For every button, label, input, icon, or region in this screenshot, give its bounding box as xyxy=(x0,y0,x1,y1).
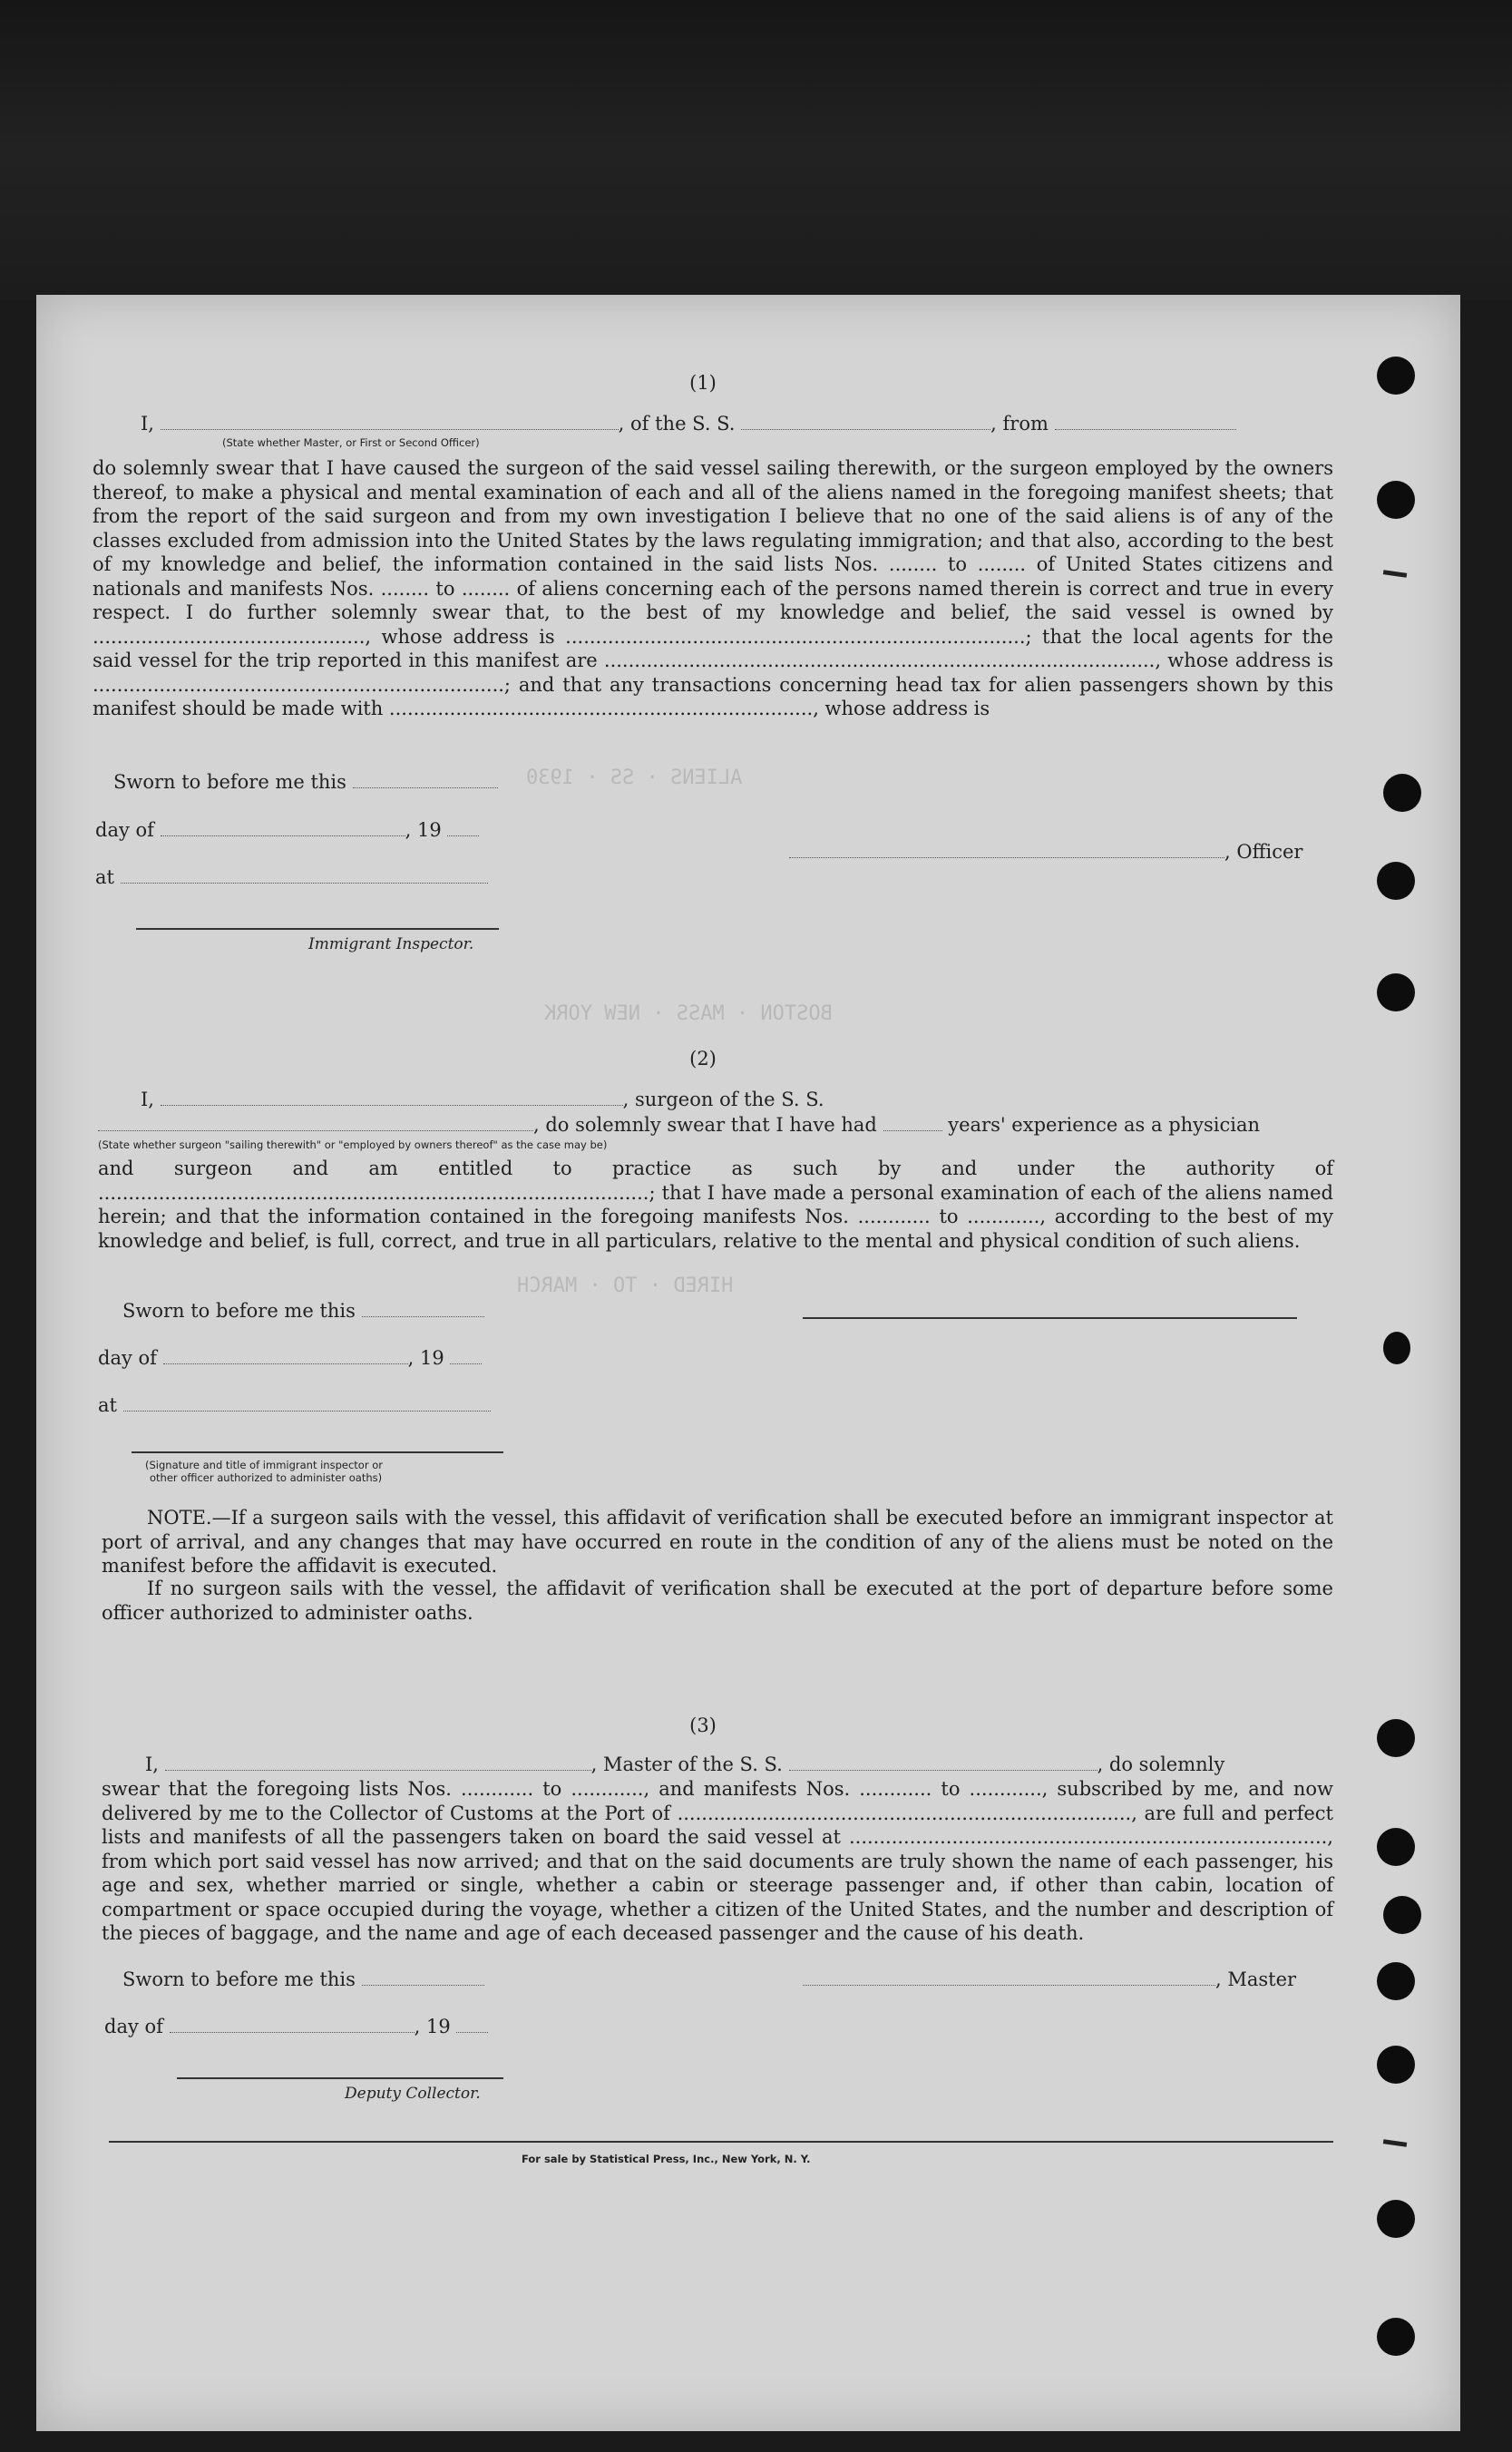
section-3-i: I, xyxy=(145,1754,159,1775)
signature-caption-line-1: (Signature and title of immigrant inspector or xyxy=(145,1459,383,1471)
punch-hole xyxy=(1383,1896,1421,1934)
sworn-day-field[interactable] xyxy=(353,771,498,788)
officer-label: , Officer xyxy=(1224,841,1303,863)
section-3-oath-body: swear that the foregoing lists Nos. ............ to ............, and manifests Nos. ............ to ............, subscribed by me, and now delivered by me to the Collector of Customs at the Port of ..........................................................................., are full and perfect lists and manifests of all the passengers taken on board the said vessel at ..............................................................................., from which port said vessel has now arrived; and that on the said documents are truly shown the name of each passenger, his age and sex, whether married or single, whether a cabin or steerage passenger and, if other than cabin, location of compartment or space occupied during the voyage, whether a citizen of the United States, and the number and description of the pieces of baggage, and the name and age of each deceased passenger and the cause of his death. xyxy=(102,1778,1333,1944)
section-3-first-line xyxy=(145,1754,1224,1775)
master-name-field[interactable] xyxy=(165,1754,591,1771)
bleed-through-text: ALIENS · SS · 1930 xyxy=(526,767,743,789)
month-field[interactable] xyxy=(161,819,405,836)
section-2-sworn-line xyxy=(122,1300,484,1322)
day-of-label: day of xyxy=(104,2016,163,2037)
sworn-day-field[interactable] xyxy=(362,1968,484,1986)
inspector-signature-line xyxy=(132,1451,503,1453)
punch-hole xyxy=(1377,1828,1415,1866)
sworn-label: Sworn to before me this xyxy=(113,771,346,793)
day-of-label: day of xyxy=(95,819,154,841)
punch-hole xyxy=(1383,774,1421,812)
section-1-i: I, xyxy=(141,413,154,435)
immigrant-inspector-label: Immigrant Inspector. xyxy=(308,935,474,953)
section-3-solemnly: , do solemnly xyxy=(1097,1754,1225,1775)
deputy-collector-label: Deputy Collector. xyxy=(345,2085,481,2103)
year-field[interactable] xyxy=(450,1347,482,1364)
master-label: , Master xyxy=(1215,1968,1297,1990)
officer-signature-line xyxy=(789,841,1302,863)
signature-caption-line-2: other officer authorized to administer oaths) xyxy=(150,1471,383,1484)
surgeon-signature-line xyxy=(803,1317,1297,1319)
surgeon-name-field[interactable] xyxy=(161,1089,623,1106)
year-field[interactable] xyxy=(456,2016,488,2033)
place-field[interactable] xyxy=(121,866,488,884)
footer-rule xyxy=(109,2141,1333,2143)
hole-tear-mark xyxy=(1383,2139,1407,2147)
section-3-day-line xyxy=(104,2016,488,2037)
year-label: , 19 xyxy=(407,1347,444,1369)
bleed-through-text: BOSTON · MASS · NEW YORK xyxy=(544,1002,833,1025)
section-2-at-line xyxy=(98,1394,491,1416)
punch-hole xyxy=(1377,1962,1415,2000)
section-2-second-line xyxy=(98,1114,1260,1136)
day-of-label: day of xyxy=(98,1347,157,1369)
bleed-through-text: HIRED · TO · MARCH xyxy=(517,1275,734,1297)
section-3-sworn-line xyxy=(122,1968,484,1990)
officer-name-field[interactable] xyxy=(161,413,619,430)
surgeon-capacity-field[interactable] xyxy=(98,1114,533,1131)
collector-signature-line xyxy=(177,2077,503,2079)
year-label: , 19 xyxy=(414,2016,451,2037)
officer-signature-field[interactable] xyxy=(789,841,1224,858)
section-3-master-of-ss: , Master of the S. S. xyxy=(590,1754,783,1775)
section-2-surgeon-of-ss: , surgeon of the S. S. xyxy=(622,1089,824,1110)
section-1-caption: (State whether Master, or First or Second Officer) xyxy=(222,436,480,449)
vessel-name-field[interactable] xyxy=(741,413,990,430)
punch-hole xyxy=(1377,357,1415,395)
vessel-name-field[interactable] xyxy=(789,1754,1097,1771)
at-label: at xyxy=(95,866,114,888)
section-2-swear: , do solemnly swear that I have had xyxy=(533,1114,877,1136)
punch-hole xyxy=(1377,2200,1415,2238)
section-1-sworn-line xyxy=(113,771,498,793)
years-experience-field[interactable] xyxy=(883,1114,942,1131)
section-2-first-line xyxy=(141,1089,824,1110)
hole-tear-mark xyxy=(1383,570,1407,578)
punch-hole xyxy=(1383,1332,1410,1364)
section-3-number: (3) xyxy=(689,1714,717,1736)
section-1-day-line xyxy=(95,819,479,841)
section-1-number: (1) xyxy=(689,372,717,394)
punch-hole xyxy=(1377,862,1415,900)
section-1-first-line xyxy=(141,413,1236,435)
section-2-caption: (State whether surgeon "sailing therewith" or "employed by owners thereof" as the case may be) xyxy=(98,1138,608,1151)
scanner-background xyxy=(0,0,1512,299)
departure-port-field[interactable] xyxy=(1055,413,1236,430)
sworn-day-field[interactable] xyxy=(362,1300,484,1317)
manifest-affidavit-page xyxy=(36,295,1460,2431)
section-2-i: I, xyxy=(141,1089,154,1110)
section-2-years-experience: years' experience as a physician xyxy=(948,1114,1261,1136)
year-label: , 19 xyxy=(405,819,442,841)
printer-credit: For sale by Statistical Press, Inc., New York, N. Y. xyxy=(522,2153,811,2165)
section-2-day-line xyxy=(98,1347,482,1369)
year-field[interactable] xyxy=(447,819,479,836)
master-signature-line xyxy=(803,1968,1296,1990)
punch-hole xyxy=(1377,2318,1415,2356)
section-1-oath-body: do solemnly swear that I have caused the surgeon of the said vessel sailing therewith, or the surgeon employed by the owners thereof, to make a physical and mental examination of each and all of the aliens named in the foregoing manifest sheets; that from the report of the said surgeon and from my own investigation I believe that no one of the said aliens is of any of the classes excluded from admission into the United States by the laws regulating immigration; and that also, according to the best of my knowledge and belief, the information contained in the said lists Nos. ........ to ........ of United States citizens and nationals and manifests Nos. ........ to ........ of aliens concerning each of the persons named therein is correct and true in every respect. I do further solemnly swear that, to the best of my knowledge and belief, the said vessel is owned by ............................................., whose address is ............................................................................; that the local agents for the said vessel for the trip reported in this manifest are ..........................................................................................., whose address is ....................................................................; and that any transactions concerning head tax for alien passengers shown by this manifest should be made with ......................................................................, whose address is xyxy=(93,457,1333,719)
punch-hole xyxy=(1377,973,1415,1011)
section-2-oath-body: and surgeon and am entitled to practice as such by and under the authority of ...........................................................................................; that I have made a personal examination of each of the aliens named herein; and that the information contained in the foregoing manifests Nos. ............ to ............, according to the best of my knowledge and belief, is full, correct, and true in all particulars, relative to the mental and physical condition of such aliens. xyxy=(98,1158,1333,1252)
master-signature-field[interactable] xyxy=(803,1968,1215,1986)
section-1-at-line xyxy=(95,866,488,888)
section-1-from: , from xyxy=(990,413,1049,435)
punch-hole xyxy=(1377,2046,1415,2084)
punch-hole xyxy=(1377,481,1415,519)
sworn-label: Sworn to before me this xyxy=(122,1968,356,1990)
month-field[interactable] xyxy=(170,2016,415,2033)
section-2-note-continued: If no surgeon sails with the vessel, the affidavit of verification shall be executed at the port of departure before some officer authorized to administer oaths. xyxy=(102,1578,1333,1624)
inspector-signature-line xyxy=(136,928,499,930)
at-label: at xyxy=(98,1394,117,1416)
sworn-label: Sworn to before me this xyxy=(122,1300,356,1322)
section-2-number: (2) xyxy=(689,1048,717,1070)
section-1-of-ss: , of the S. S. xyxy=(618,413,736,435)
month-field[interactable] xyxy=(163,1347,408,1364)
section-2-note: NOTE.—If a surgeon sails with the vessel, this affidavit of verification shall be executed before an immigrant inspector at port of arrival, and any changes that may have occurred en route in the condition of any of the aliens must be noted on the manifest before the affidavit is executed. xyxy=(102,1507,1333,1577)
place-field[interactable] xyxy=(123,1394,491,1412)
punch-hole xyxy=(1377,1719,1415,1757)
